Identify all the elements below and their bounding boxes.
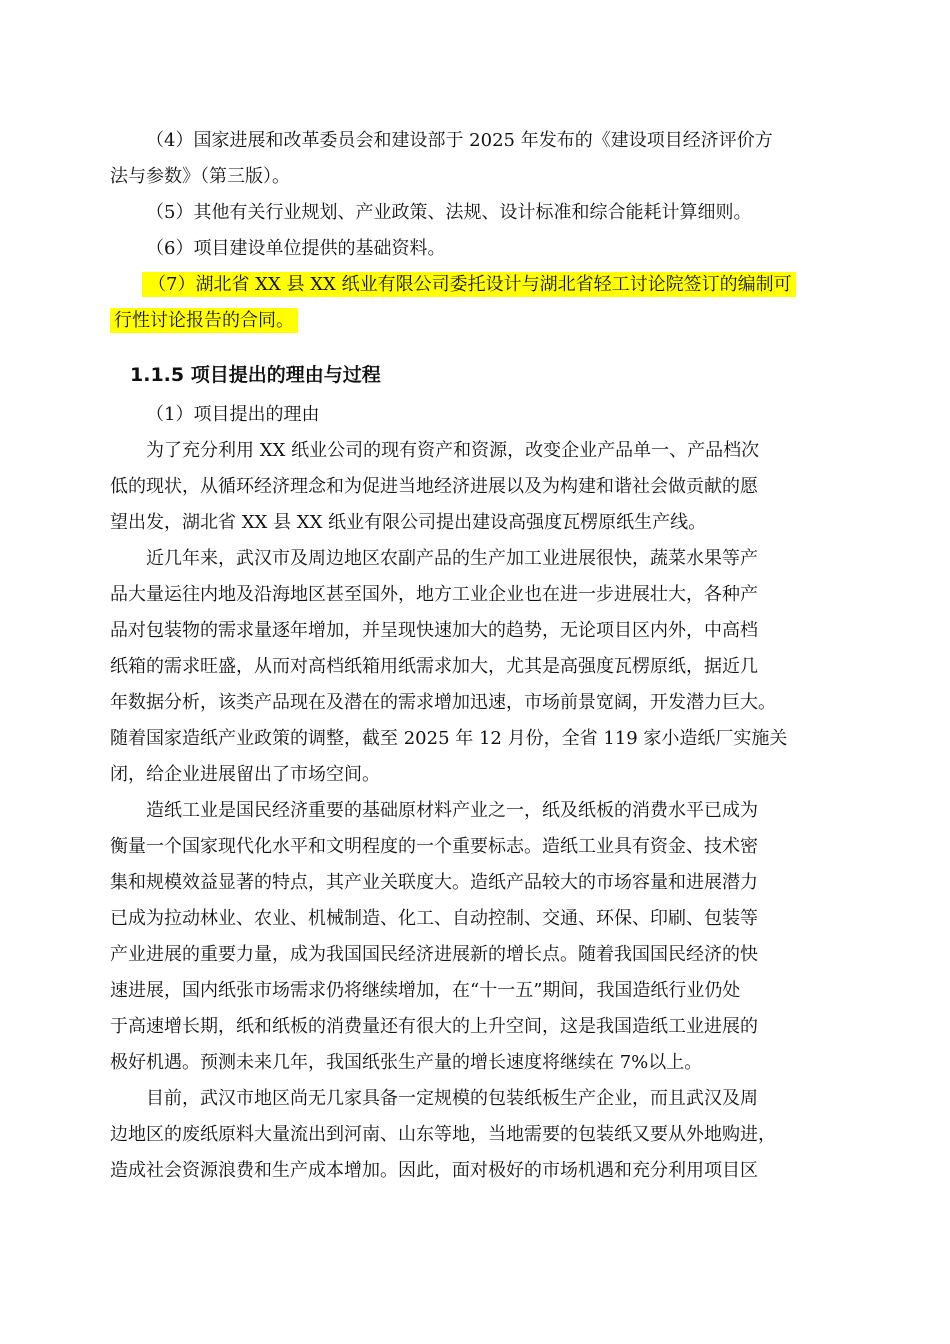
text-line: 为了充分利用 XX 纸业公司的现有资产和资源，改变企业产品单一、产品档次: [146, 440, 760, 461]
highlighted-line-wrap: [110, 267, 810, 303]
highlighted-text-line: （7）湖北省 XX 县 XX 纸业有限公司委托设计与湖北省轻工讨论院签订的编制可: [142, 272, 796, 297]
text-line: 闭，给企业进展留出了市场空间。: [110, 764, 380, 785]
body-paragraph-4: [110, 1081, 810, 1189]
text-line: 衡量一个国家现代化水平和文明程度的一个重要标志。造纸工业具有资金、技术密: [110, 836, 758, 857]
text-line: 边地区的废纸原料大量流出到河南、山东等地，当地需要的包装纸又要从外地购进，: [110, 1124, 776, 1145]
text-line: 速进展，国内纸张市场需求仍将继续增加，在“十一五”期间，我国造纸行业仍处: [110, 980, 741, 1001]
text-line: （4）国家进展和改革委员会和建设部于 2025 年发布的《建设项目经济评价方: [146, 130, 773, 151]
text-line: 品大量运往内地及沿海地区甚至国外，地方工业企业也在进一步进展壮大，各种产: [110, 584, 758, 605]
text-line: （6）项目建设单位提供的基础资料。: [146, 238, 446, 259]
text-line: 法与参数》（第三版）。: [110, 166, 290, 187]
text-line: 产业进展的重要力量，成为我国国民经济进展新的增长点。随着我国国民经济的快: [110, 944, 758, 965]
text-line: （5）其他有关行业规划、产业政策、法规、设计标准和综合能耗计算细则。: [146, 202, 752, 223]
text-line: 年数据分析，该类产品现在及潜在的需求增加迅速，市场前景宽阔，开发潜力巨大。: [110, 692, 776, 713]
text-line: 极好机遇。预测未来几年，我国纸张生产量的增长速度将继续在 7%以上。: [110, 1052, 703, 1073]
text-line: 已成为拉动林业、农业、机械制造、化工、自动控制、交通、环保、印刷、包装等: [110, 908, 758, 929]
highlighted-line-wrap: [110, 303, 810, 339]
text-line: 低的现状，从循环经济理念和为促进当地经济进展以及为构建和谐社会做贡献的愿: [110, 476, 758, 497]
text-line: 目前，武汉市地区尚无几家具备一定规模的包装纸板生产企业，而且武汉及周: [146, 1088, 758, 1109]
body-paragraph-2: [110, 541, 810, 793]
text-line: 随着国家造纸产业政策的调整，截至 2025 年 12 月份，全省 119 家小造纸厂实施关: [110, 728, 788, 749]
paragraph-item-6: [110, 231, 810, 267]
text-line: 集和规模效益显著的特点，其产业关联度大。造纸产品较大的市场容量和进展潜力: [110, 872, 758, 893]
document-content: [110, 123, 810, 1189]
highlighted-paragraph-item-7: [110, 267, 810, 339]
text-line: 纸箱的需求旺盛，从而对高档纸箱用纸需求加大，尤其是高强度瓦楞原纸，据近几: [110, 656, 758, 677]
paragraph-item-5: [110, 195, 810, 231]
paragraph-item-4: [110, 123, 810, 195]
highlighted-text-line: 行性讨论报告的合同。: [110, 308, 298, 333]
text-line: 近几年来，武汉市及周边地区农副产品的生产加工业进展很快，蔬菜水果等产: [146, 548, 758, 569]
body-paragraph-1: [110, 433, 810, 541]
text-line: 品对包装物的需求量逐年增加，并呈现快速加大的趋势，无论项目区内外，中高档: [110, 620, 758, 641]
text-line: 于高速增长期，纸和纸板的消费量还有很大的上升空间，这是我国造纸工业进展的: [110, 1016, 758, 1037]
body-paragraph-3: [110, 793, 810, 1081]
text-line: 造成社会资源浪费和生产成本增加。因此，面对极好的市场机遇和充分利用项目区: [110, 1160, 758, 1181]
text-line: 造纸工业是国民经济重要的基础原材料产业之一，纸及纸板的消费水平已成为: [146, 800, 758, 821]
text-line: 望出发，湖北省 XX 县 XX 纸业有限公司提出建设高强度瓦楞原纸生产线。: [110, 512, 707, 533]
section-heading: 1.1.5 项目提出的理由与过程: [130, 364, 381, 386]
subheading: （1）项目提出的理由: [146, 404, 320, 425]
